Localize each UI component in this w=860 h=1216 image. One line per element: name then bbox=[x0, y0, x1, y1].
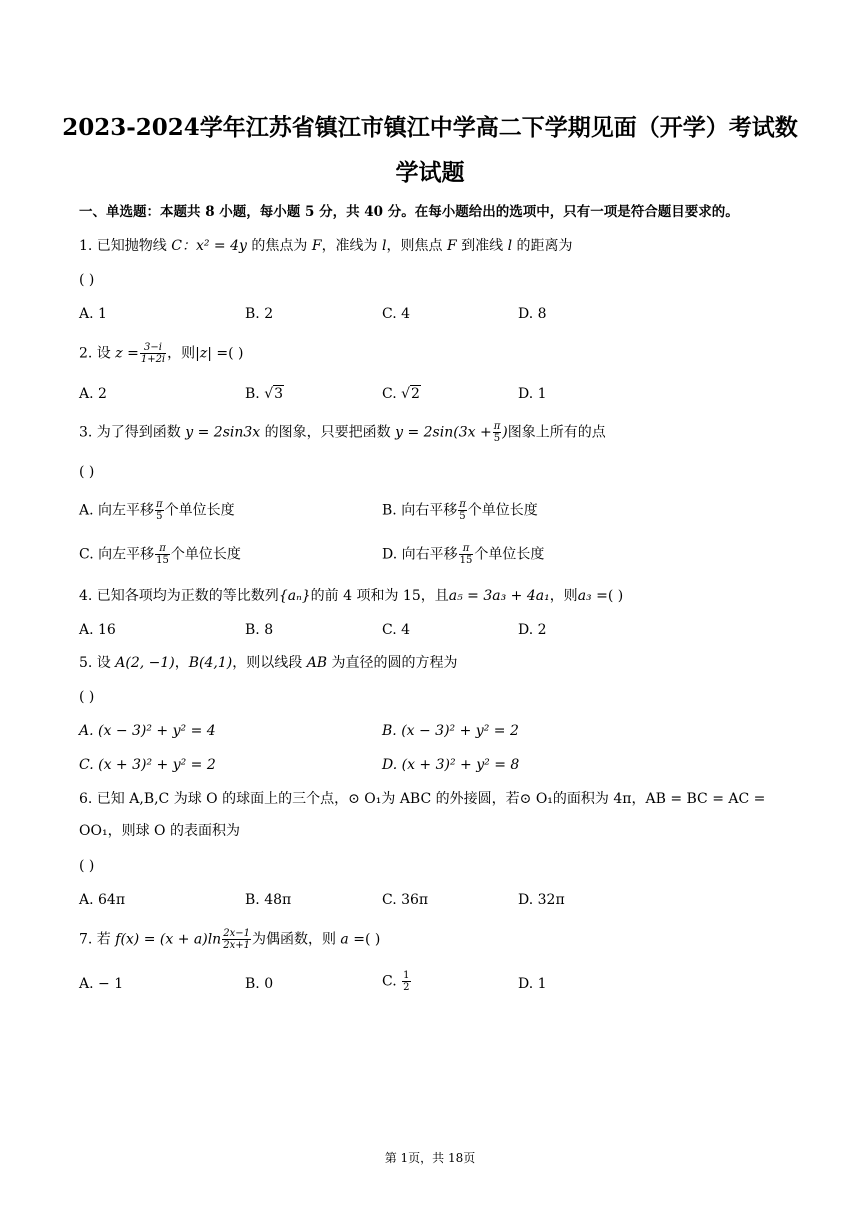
q2-fraction bbox=[140, 342, 166, 365]
q1-math: l bbox=[382, 238, 387, 254]
q4-text: ，则 bbox=[549, 588, 578, 604]
q3-option-c-label: C. 向左平移 bbox=[79, 546, 155, 563]
q4-math: a₃ = bbox=[577, 588, 608, 604]
q5-math: B(4,1) bbox=[188, 655, 233, 671]
q1-text: 的距离为 bbox=[512, 238, 573, 254]
page-footer: 第 1页，共 18页 bbox=[384, 1151, 476, 1165]
q5-text: ，则以线段 bbox=[232, 655, 307, 671]
q2-option-b bbox=[245, 384, 284, 404]
q1-option-a: A. 1 bbox=[79, 306, 107, 322]
frac-den: 15 bbox=[459, 555, 473, 566]
q2-text: ，则 bbox=[167, 345, 196, 362]
q3-frac-den: 5 bbox=[493, 433, 501, 444]
q2-option-b-label: B. bbox=[245, 386, 265, 402]
q4-option-c: C. 4 bbox=[382, 622, 411, 638]
q1-option-d: D. 8 bbox=[518, 306, 547, 322]
q7-math: a = bbox=[340, 931, 365, 948]
q6-option-d: D. 32π bbox=[518, 892, 565, 908]
q1-math: C：x² = 4y bbox=[171, 238, 247, 254]
q3-option-c-fraction bbox=[155, 543, 170, 566]
q2-option-d: D. 1 bbox=[518, 386, 547, 402]
q1-answer-paren: ( ) bbox=[79, 272, 95, 288]
q5-math: A(2, −1) bbox=[115, 655, 175, 671]
frac-den: 2 bbox=[403, 982, 410, 993]
q1-math: F bbox=[446, 238, 457, 254]
question-7 bbox=[79, 928, 380, 951]
q5-option-d: D. (x + 3)² + y² = 8 bbox=[382, 757, 520, 773]
q1-text: 到准线 bbox=[456, 238, 508, 254]
q5-option-a: A. (x − 3)² + y² = 4 bbox=[79, 723, 216, 739]
q6-answer-paren: ( ) bbox=[79, 858, 95, 874]
question-4 bbox=[79, 586, 623, 606]
q2-frac-num: 3−i bbox=[140, 342, 166, 354]
q4-option-a: A. 16 bbox=[79, 622, 116, 638]
question-5 bbox=[79, 653, 458, 673]
q2-option-c-label: C. bbox=[382, 386, 402, 402]
q3-option-c bbox=[79, 543, 241, 566]
q3-math: ) bbox=[502, 424, 508, 441]
q3-option-a-tail: 个单位长度 bbox=[164, 502, 235, 519]
q4-text: 4. 已知各项均为正数的等比数列 bbox=[79, 588, 279, 604]
q3-option-b-fraction bbox=[458, 499, 467, 522]
frac-num: π bbox=[155, 543, 170, 555]
q1-option-b: B. 2 bbox=[245, 306, 274, 322]
q1-math: F bbox=[311, 238, 322, 254]
q3-option-d-label: D. 向右平移 bbox=[382, 546, 458, 563]
frac-num: π bbox=[459, 543, 474, 555]
q7-option-a: A. − 1 bbox=[79, 976, 124, 992]
frac-num: π bbox=[459, 499, 466, 510]
q2-text: 2. 设 bbox=[79, 345, 116, 362]
q1-text: 1. 已知抛物线 bbox=[79, 238, 172, 254]
q2-frac-den: 1+2i bbox=[140, 354, 166, 365]
q3-option-c-tail: 个单位长度 bbox=[170, 546, 241, 563]
q3-option-d-tail: 个单位长度 bbox=[474, 546, 545, 563]
exam-title-line2: 学试题 bbox=[395, 159, 465, 186]
q3-text: 的图象，只要把函数 bbox=[260, 424, 396, 441]
q2-option-a: A. 2 bbox=[79, 386, 107, 402]
q4-option-d: D. 2 bbox=[518, 622, 547, 638]
q2-option-b-radicand: 3 bbox=[274, 386, 284, 402]
q7-text: 为偶函数，则 bbox=[251, 931, 341, 948]
q6-option-c: C. 36π bbox=[382, 892, 429, 908]
q7-math: f(x) = (x + a)ln bbox=[115, 931, 222, 948]
frac-num: 1 bbox=[403, 970, 410, 981]
q5-option-c: C. (x + 3)² + y² = 2 bbox=[79, 757, 216, 773]
q3-math: y = 2sin3x bbox=[185, 424, 261, 441]
q4-text: 的前 4 项和为 15，且 bbox=[310, 588, 449, 604]
q5-text: 5. 设 bbox=[79, 655, 116, 671]
q5-text: 为直径的圆的方程为 bbox=[327, 655, 458, 671]
sqrt-symbol: √3 bbox=[264, 386, 284, 402]
q3-math: y = 2sin(3x + bbox=[395, 424, 492, 441]
question-6-line1: 6. 已知 A,B,C 为球 O 的球面上的三个点，⊙ O₁为 ABC 的外接圆，若⊙ O₁的面积为 4π，AB = BC = AC = bbox=[79, 791, 766, 807]
question-3 bbox=[79, 421, 606, 444]
q4-math: a₅ = 3a₃ + 4a₁ bbox=[448, 588, 550, 604]
q1-text: ，则焦点 bbox=[386, 238, 447, 254]
q3-frac-num: π bbox=[493, 421, 501, 432]
q3-fraction bbox=[493, 421, 502, 444]
frac-num: π bbox=[156, 499, 163, 510]
q7-option-c-fraction bbox=[402, 970, 410, 993]
q1-text: 的焦点为 bbox=[246, 238, 312, 254]
q7-option-c-label: C. bbox=[382, 973, 402, 990]
q6-option-b: B. 48π bbox=[245, 892, 292, 908]
q4-math: {aₙ} bbox=[278, 588, 311, 604]
q3-option-b bbox=[382, 499, 538, 522]
frac-den: 5 bbox=[156, 511, 163, 522]
exam-title-line1: 2023-2024学年江苏省镇江市镇江中学高二下学期见面（开学）考试数 bbox=[62, 114, 798, 141]
q7-fraction bbox=[222, 928, 251, 951]
q4-option-b: B. 8 bbox=[245, 622, 274, 638]
q1-math: l bbox=[507, 238, 513, 254]
frac-den: 15 bbox=[156, 555, 169, 566]
q2-text: ( ) bbox=[228, 345, 244, 362]
section-heading: 一、单选题：本题共 8 小题，每小题 5 分，共 40 分。在每小题给出的选项中，只有一项是符合题目要求的。 bbox=[79, 204, 739, 220]
q7-option-d: D. 1 bbox=[518, 976, 547, 992]
q1-text: ，准线为 bbox=[321, 238, 383, 254]
q7-frac-den: 2x+1 bbox=[223, 940, 250, 951]
q1-option-c: C. 4 bbox=[382, 306, 411, 322]
q2-math: z = bbox=[115, 345, 139, 362]
q3-option-a-fraction bbox=[155, 499, 164, 522]
q2-option-c bbox=[382, 384, 421, 404]
q2-math: |z| = bbox=[195, 345, 229, 362]
q4-text: ( ) bbox=[607, 588, 624, 604]
q3-option-d bbox=[382, 543, 544, 566]
q3-option-d-fraction bbox=[459, 543, 474, 566]
q7-frac-num: 2x−1 bbox=[223, 928, 250, 939]
frac-den: 5 bbox=[459, 511, 466, 522]
q5-text: ， bbox=[174, 655, 189, 671]
q5-option-b: B. (x − 3)² + y² = 2 bbox=[382, 723, 519, 739]
q7-text: ( ) bbox=[364, 931, 381, 948]
q2-option-c-radicand: 2 bbox=[411, 386, 420, 402]
q3-text: 图象上所有的点 bbox=[507, 424, 606, 441]
q5-answer-paren: ( ) bbox=[79, 689, 95, 705]
q5-math: AB bbox=[306, 655, 328, 671]
question-6-line2: OO₁，则球 O 的表面积为 bbox=[79, 823, 240, 839]
q7-option-b: B. 0 bbox=[245, 976, 274, 992]
q3-option-a bbox=[79, 499, 235, 522]
q3-text: 3. 为了得到函数 bbox=[79, 424, 186, 441]
q3-option-b-label: B. 向右平移 bbox=[382, 502, 458, 519]
q3-answer-paren: ( ) bbox=[79, 464, 95, 480]
q6-option-a: A. 64π bbox=[79, 892, 126, 908]
q3-option-a-label: A. 向左平移 bbox=[79, 502, 155, 519]
q7-option-c bbox=[382, 970, 412, 993]
sqrt-symbol: √2 bbox=[401, 386, 420, 402]
question-1 bbox=[79, 236, 573, 256]
question-2 bbox=[79, 342, 244, 365]
q7-text: 7. 若 bbox=[79, 931, 116, 948]
q3-option-b-tail: 个单位长度 bbox=[467, 502, 538, 519]
